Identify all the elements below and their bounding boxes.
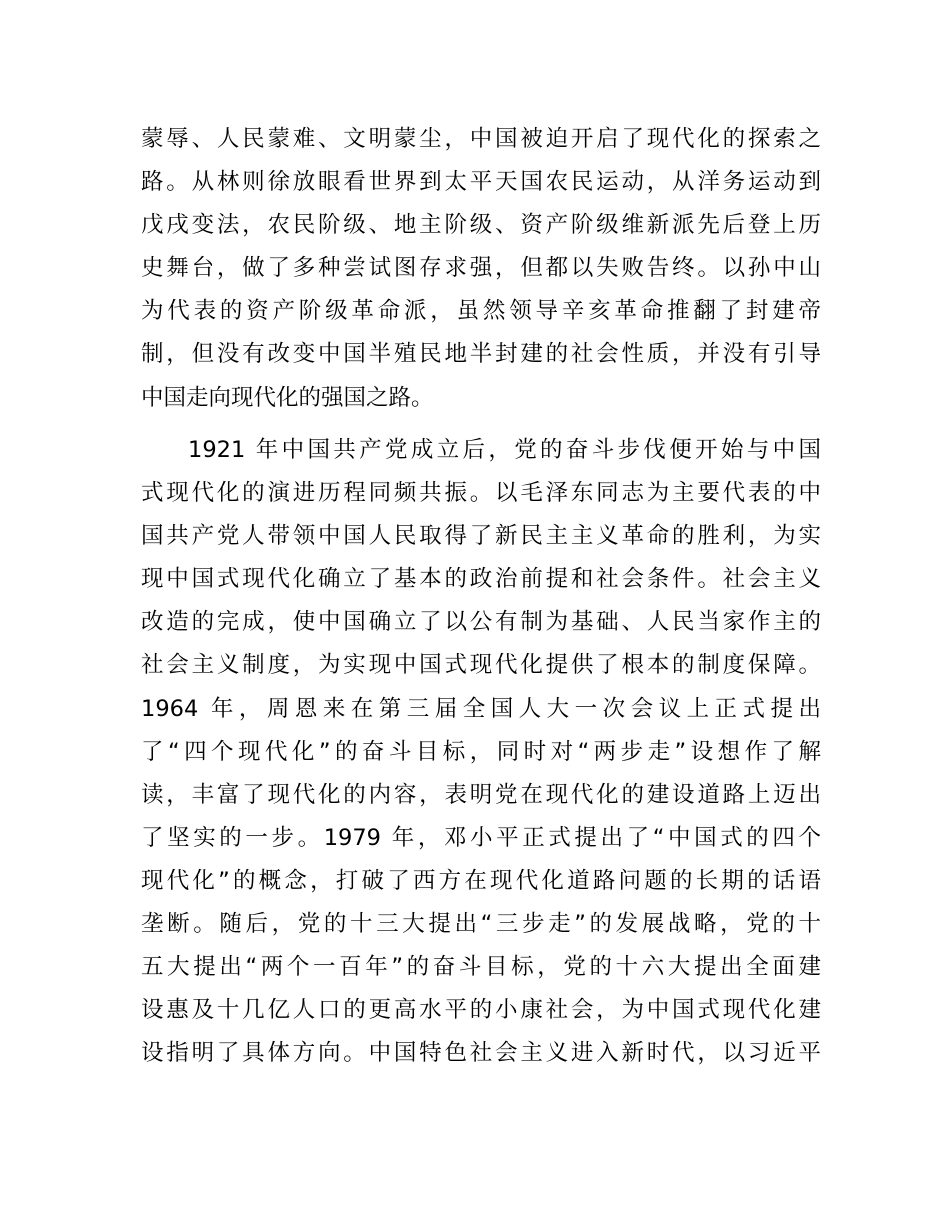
text-line: 读，丰富了现代化的内容，表明党在现代化的建设道路上迈出 — [141, 781, 821, 808]
text-line: 社会主义制度，为实现中国式现代化提供了根本的制度保障。 — [141, 652, 821, 679]
text-line: 路。从林则徐放眼看世界到太平天国农民运动，从洋务运动到 — [141, 169, 821, 196]
text-line: 为代表的资产阶级革命派，虽然领导辛亥革命推翻了封建帝 — [141, 298, 821, 325]
text-line: 制，但没有改变中国半殖民地半封建的社会性质，并没有引导 — [141, 341, 821, 368]
text-line: 了坚实的一步。1979 年，邓小平正式提出了“中国式的四个 — [141, 824, 821, 851]
text-line: 了“四个现代化”的奋斗目标，同时对“两步走”设想作了解 — [141, 738, 821, 765]
paragraph-2 — [141, 429, 821, 1075]
text-line: 设指明了具体方向。中国特色社会主义进入新时代，以习近平 — [141, 1040, 821, 1067]
text-line: 现中国式现代化确立了基本的政治前提和社会条件。社会主义 — [141, 566, 821, 593]
paragraph-1 — [141, 118, 821, 420]
text-line: 1921 年中国共产党成立后，党的奋斗步伐便开始与中国 — [188, 437, 821, 463]
text-line: 戊戌变法，农民阶级、地主阶级、资产阶级维新派先后登上历 — [141, 212, 821, 239]
text-line: 现代化”的概念，打破了西方在现代化道路问题的长期的话语 — [141, 867, 821, 894]
text-line: 史舞台，做了多种尝试图存求强，但都以失败告终。以孙中山 — [141, 255, 821, 282]
text-line: 改造的完成，使中国确立了以公有制为基础、人民当家作主的 — [141, 609, 821, 636]
text-line: 中国走向现代化的强国之路。 — [141, 384, 434, 411]
text-line: 设惠及十几亿人口的更高水平的小康社会，为中国式现代化建 — [141, 997, 821, 1024]
text-line: 垄断。随后，党的十三大提出“三步走”的发展战略，党的十 — [141, 911, 821, 938]
text-line: 1964 年，周恩来在第三届全国人大一次会议上正式提出 — [141, 695, 821, 722]
text-line: 五大提出“两个一百年”的奋斗目标，党的十六大提出全面建 — [141, 954, 821, 981]
text-line: 蒙辱、人民蒙难、文明蒙尘，中国被迫开启了现代化的探索之 — [141, 126, 821, 152]
text-line: 式现代化的演进历程同频共振。以毛泽东同志为主要代表的中 — [141, 480, 821, 507]
text-line: 国共产党人带领中国人民取得了新民主主义革命的胜利，为实 — [141, 523, 821, 550]
